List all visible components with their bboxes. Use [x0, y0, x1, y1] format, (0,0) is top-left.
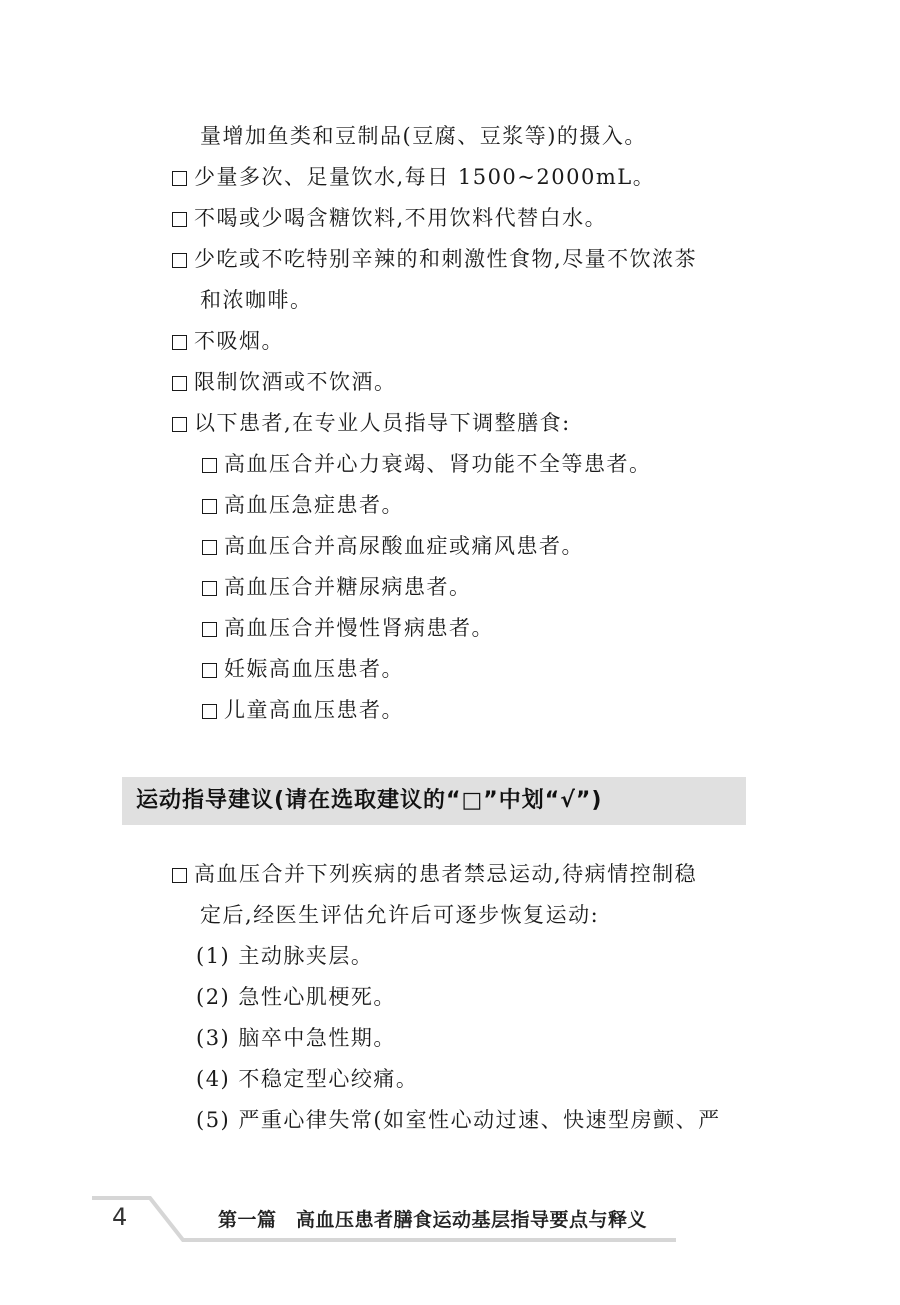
checklist-subitem-text: 高血压急症患者。: [224, 493, 404, 517]
section-heading: 运动指导建议(请在选取建议的“□”中划“√”): [136, 788, 603, 813]
numbered-item: (4) 不稳定型心绞痛。: [196, 1067, 419, 1091]
checklist-subitem-text: 高血压合并慢性肾病患者。: [224, 616, 494, 640]
checklist-item-continuation: 定后,经医生评估允许后可逐步恢复运动:: [200, 903, 600, 927]
checklist-item-text: 高血压合并下列疾病的患者禁忌运动,待病情控制稳: [194, 862, 698, 886]
checklist-item-text: 少吃或不吃特别辛辣的和刺激性食物,尽量不饮浓茶: [194, 247, 698, 271]
checklist-item-continuation: 和浓咖啡。: [200, 288, 313, 312]
checklist-item-text: 不吸烟。: [194, 329, 284, 353]
numbered-item: (1) 主动脉夹层。: [196, 944, 374, 968]
checklist-subitem-text: 妊娠高血压患者。: [224, 657, 404, 681]
checklist-item-text: 以下患者,在专业人员指导下调整膳食:: [194, 411, 571, 435]
checklist-item-text: 不喝或少喝含糖饮料,不用饮料代替白水。: [194, 206, 608, 230]
checklist-subitem-text: 高血压合并高尿酸血症或痛风患者。: [224, 534, 584, 558]
checklist-subitem-text: 儿童高血压患者。: [224, 698, 404, 722]
numbered-item: (5) 严重心律失常(如室性心动过速、快速型房颤、严: [196, 1108, 721, 1132]
checklist-subitem-text: 高血压合并心力衰竭、肾功能不全等患者。: [224, 452, 652, 476]
page-number: 4: [112, 1203, 128, 1231]
checklist-item-text: 限制饮酒或不饮酒。: [194, 370, 397, 394]
checklist-subitem-text: 高血压合并糖尿病患者。: [224, 575, 472, 599]
numbered-item: (3) 脑卒中急性期。: [196, 1026, 396, 1050]
running-title: 第一篇 高血压患者膳食运动基层指导要点与释义: [218, 1209, 648, 1231]
checklist-item-text: 少量多次、足量饮水,每日 1500~2000mL。: [194, 165, 656, 189]
continued-text-line: 量增加鱼类和豆制品(豆腐、豆浆等)的摄入。: [200, 124, 647, 148]
numbered-item: (2) 急性心肌梗死。: [196, 985, 396, 1009]
